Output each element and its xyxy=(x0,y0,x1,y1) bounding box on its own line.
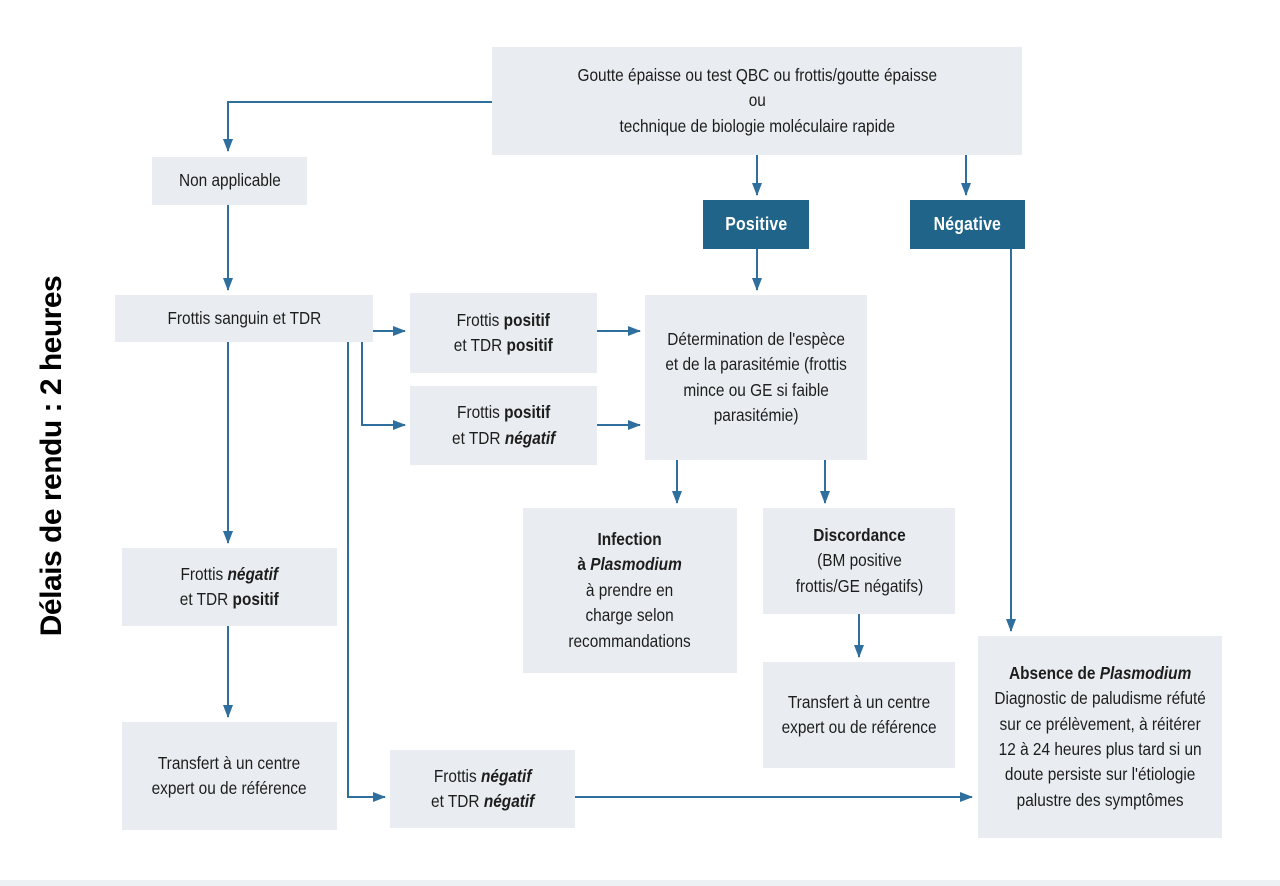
transfert-left-line-1: Transfert à un centre xyxy=(158,752,301,773)
negative-label: Négative xyxy=(933,214,1002,234)
bold-text: positif xyxy=(232,589,279,609)
plain-text: Frottis xyxy=(180,563,224,584)
pos-neg-line-1 xyxy=(452,400,555,425)
plain-text: Frottis xyxy=(456,402,500,423)
absence-line-5: doute persiste sur l'étiologie xyxy=(1004,764,1196,785)
pos-neg-line-2 xyxy=(452,426,555,451)
neg-neg-line-1 xyxy=(431,764,534,789)
positive-label: Positive xyxy=(724,214,788,234)
neg-pos-line-2 xyxy=(180,587,279,612)
absence-line-6: palustre des symptômes xyxy=(1016,789,1184,810)
absence-line-4: 12 à 24 heures plus tard si un xyxy=(998,739,1202,759)
connector-frottis-tdr-to-pos-neg xyxy=(362,342,405,425)
neg-pos-line-1 xyxy=(180,562,279,587)
determination-line-1: Détermination de l'espèce xyxy=(667,328,845,349)
infection-line-5: recommandations xyxy=(568,630,692,651)
bold-text: positif xyxy=(503,309,551,330)
plain-text: et TDR xyxy=(451,427,501,448)
determination-line-2: et de la parasitémie (frottis xyxy=(665,354,847,375)
badge-negative xyxy=(910,200,1025,249)
source-line-2: ou xyxy=(748,90,766,111)
infection-line-2 xyxy=(569,552,691,577)
node-infection-plasmodium xyxy=(523,508,737,673)
source-line-3: technique de biologie moléculaire rapide xyxy=(619,115,895,136)
bold-italic-text: négatif xyxy=(504,427,556,448)
absence-line-2: Diagnostic de paludisme réfuté xyxy=(994,688,1206,709)
node-source-test xyxy=(492,47,1022,155)
node-transfert-mid xyxy=(763,662,955,768)
node-source-text xyxy=(577,63,937,139)
plain-text: Frottis xyxy=(456,309,500,330)
transfert-left-line-2: expert ou de référence xyxy=(152,778,307,798)
discordance-line-2: (BM positive xyxy=(816,550,902,571)
bold-italic-text: Plasmodium xyxy=(1099,662,1192,683)
plain-text: et TDR xyxy=(430,791,480,811)
plain-text: et TDR xyxy=(453,335,503,355)
node-discordance xyxy=(763,508,955,614)
plain-text: Frottis xyxy=(433,765,477,786)
frottis-tdr-label: Frottis sanguin et TDR xyxy=(167,307,321,328)
absence-line-3: sur ce prélèvement, à réitérer xyxy=(999,713,1201,734)
bold-italic-text: négatif xyxy=(483,791,535,811)
turnaround-time-label xyxy=(28,256,76,656)
node-determination xyxy=(645,295,867,460)
neg-neg-line-2 xyxy=(431,789,534,814)
infection-line-1 xyxy=(569,527,691,552)
connector-frottis-tdr-to-neg-neg xyxy=(348,342,385,797)
transfert-mid-line-1: Transfert à un centre xyxy=(787,691,931,712)
determination-line-4: parasitémie) xyxy=(713,404,799,425)
plain-text: et TDR xyxy=(179,589,229,609)
non-applicable-label: Non applicable xyxy=(178,170,281,191)
node-frottis-pos-tdr-neg xyxy=(410,386,597,465)
node-frottis-neg-tdr-pos xyxy=(122,548,337,626)
node-frottis-pos-tdr-pos xyxy=(410,293,597,373)
bold-text: à xyxy=(577,554,587,575)
bold-italic-text: négatif xyxy=(480,765,532,786)
node-frottis-neg-tdr-neg xyxy=(390,750,575,828)
discordance-line-3: frottis/GE négatifs) xyxy=(795,575,923,596)
bold-text: Infection xyxy=(597,529,663,550)
discordance-line-1 xyxy=(795,523,923,548)
node-transfert-left xyxy=(122,722,337,830)
turnaround-time-text: Délais de rendu : 2 heures xyxy=(35,275,68,637)
bold-text: positif xyxy=(503,402,551,423)
determination-line-3: mince ou GE si faible xyxy=(683,379,829,400)
bottom-strip xyxy=(0,880,1280,886)
bold-text: Discordance xyxy=(812,524,906,545)
transfert-mid-line-2: expert ou de référence xyxy=(781,717,937,737)
absence-line-1 xyxy=(994,661,1205,686)
bold-text: Absence de xyxy=(1008,662,1096,683)
bold-italic-text: négatif xyxy=(227,563,279,584)
node-absence-plasmodium xyxy=(978,636,1222,838)
pos-pos-line-1 xyxy=(454,308,553,333)
source-line-1: Goutte épaisse ou test QBC ou frottis/goutte épaisse xyxy=(577,64,937,85)
connector-source-to-non-applicable xyxy=(228,102,492,151)
infection-line-3: à prendre en xyxy=(586,579,674,600)
node-non-applicable xyxy=(152,157,307,205)
node-frottis-sanguin-tdr xyxy=(115,295,373,342)
badge-positive xyxy=(703,200,809,249)
pos-pos-line-2 xyxy=(454,333,553,358)
bold-text: positif xyxy=(506,335,553,355)
infection-line-4: charge selon xyxy=(585,605,675,626)
bold-italic-text: Plasmodium xyxy=(590,554,683,575)
